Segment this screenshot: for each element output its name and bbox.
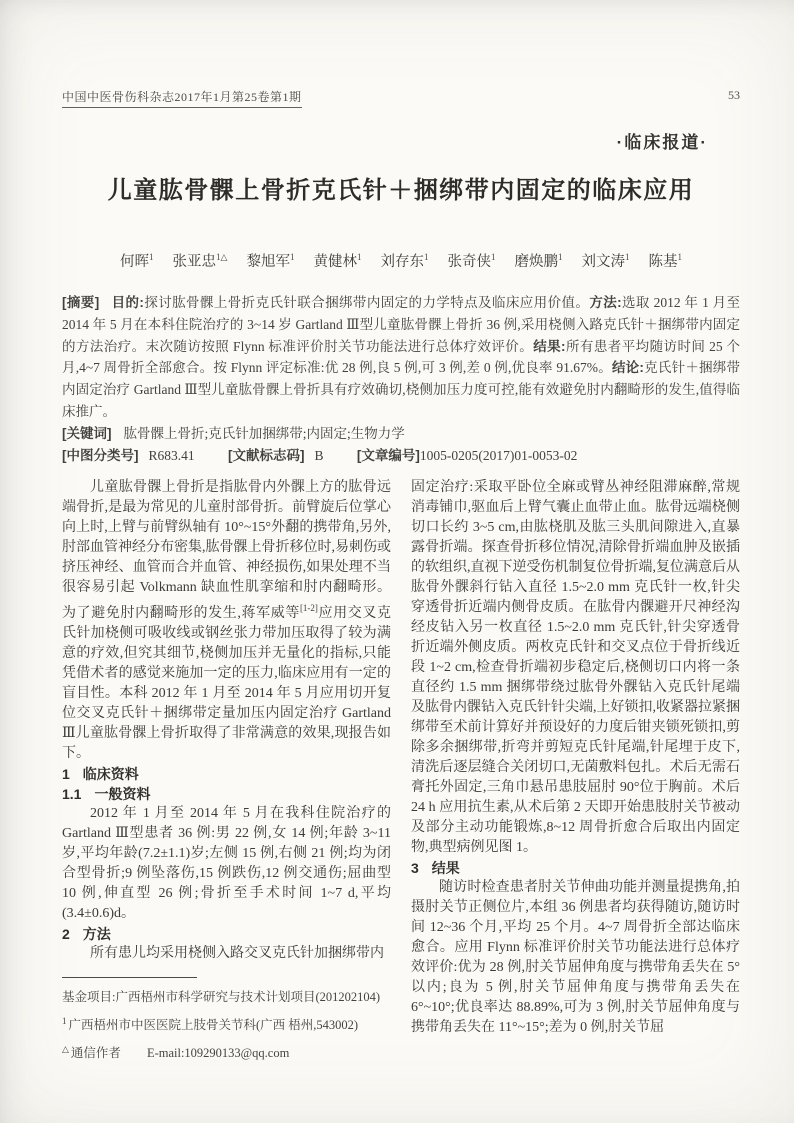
heading-number: 3 [411, 860, 419, 876]
clc-label: [中图分类号] [62, 447, 139, 463]
body-columns [62, 478, 740, 1065]
page-number: 53 [728, 88, 740, 102]
keywords-label: [关键词] [62, 425, 112, 441]
intro-paragraph: 儿童肱骨髁上骨折是指肱骨内外髁上方的肱骨远端骨折,是最为常见的儿童肘部骨折。前臂旋后位掌心向上时,上臂与前臂纵轴有 10°~15°外翻的携带角,另外,肘部血管神经分布密集,肱骨髁上骨折移位时,易刺伤或挤压神经、血管而合并血管、神经损伤,如果处理不当很容易引起 Volkmann 缺血性肌挛缩和肘内翻畸形。为了避免肘内翻畸形的发生,蒋军威等[1-2]应用交叉克氏针加桡侧可吸收线或钢丝张力带加压取得了较为满意的疗效,但究其细节,桡侧加压并无量化的指标,只能凭借术者的感觉来施加一定的压力,临床应用有一定的盲目性。本科 2012 年 1 月至 2014 年 5 月应用切开复位交叉克氏针＋捆绑带定量加压内固定治疗 Gartland Ⅲ儿童肱骨髁上骨折取得了非常满意的效果,现报告如下。 [62, 480, 392, 761]
heading-text: 一般资料 [94, 786, 151, 802]
methods-paragraph-start: 所有患儿均采用桡侧入路交叉克氏针加捆绑带内 [90, 946, 384, 961]
footnote-block [62, 977, 391, 1065]
abstract-label: [摘要] [62, 295, 100, 310]
correspondence-text: 通信作者 [70, 1046, 121, 1061]
heading-number: 1.1 [62, 786, 82, 802]
author-name: 黄健林$^1$ [313, 252, 362, 270]
page-header [62, 88, 740, 108]
heading-general-data [62, 784, 391, 804]
heading-number: 1 [62, 766, 70, 782]
author-name: 张亚忠$^{1\triangle}$ [172, 252, 228, 270]
article-id-value: 1005-0205(2017)01-0053-02 [419, 447, 578, 463]
methods-paragraph-continued: 固定治疗:采取平卧位全麻或臂丛神经阻滞麻醉,常规消毒铺巾,驱血后上臂气囊止血带止血。肱骨远端桡侧切口长约 3~5 cm,由肱桡肌及肱三头肌间隙进入,直暴露骨折端。探查骨折移位情况,清除骨折端血肿及嵌插的软组织,直视下逆受伤机制复位骨折端,复位满意后从肱骨外髁斜行钻入直径 1.5~2.0 mm 克氏针一枚,针尖穿透骨折近端内侧骨皮质。在肱骨内髁避开尺神经沟经皮钻入另一枚直径 1.5~2.0 mm 克氏针,针尖穿透骨折近端外侧皮质。两枚克氏针和交叉点位于骨折线近段 1~2 cm,检查骨折端初步稳定后,桡侧切口内将一条直径约 1.5 mm 捆绑带绕过肱骨外髁钻入克氏针尾端及肱骨内髁钻入克氏针针尖端,上好锁扣,收紧器拉紧捆绑带至术前计算好并预设好的力度后钳夹锁死锁扣,剪除多余捆绑带,折弯并剪短克氏针尾端,针尾埋于皮下,清洗后逐层缝合关闭切口,无菌敷料包扎。术后无需石膏托外固定,三角巾悬吊患肢屈肘 90°位于胸前。术后 24 h 应用抗生素,从术后第 2 天即开始患肢肘关节被动及部分主动功能锻炼,8~12 周骨折愈合后取出内固定物,典型病例见图 1。 [411, 480, 740, 855]
classification-line [62, 445, 740, 467]
abstract-block [62, 292, 740, 466]
author-name: 刘存东$^1$ [380, 252, 429, 270]
correspondence-note [62, 1037, 391, 1065]
heading-text: 临床资料 [82, 766, 139, 782]
author-name: 张奇侠$^1$ [447, 252, 496, 270]
right-column [411, 478, 740, 1065]
affiliation-text: 广西梧州市中医医院上肢骨关节科(广西 梧州,543002) [68, 1018, 359, 1033]
heading-methods [62, 924, 391, 944]
doc-code-label: [文献标志码] [228, 447, 305, 463]
correspondence-sup: △ [62, 1044, 69, 1055]
author-name: 黎旭军$^1$ [246, 252, 295, 270]
author-name: 陈基$^1$ [648, 252, 682, 270]
section-label: ·临床报道· [616, 133, 708, 152]
abstract-paragraph [62, 292, 740, 423]
author-list [62, 250, 740, 271]
article-title: 儿童肱骨髁上骨折克氏针＋捆绑带内固定的临床应用 [107, 178, 695, 204]
keywords-line [62, 423, 740, 445]
heading-number: 2 [62, 926, 70, 942]
journal-issue-line: 中国中医骨伤科杂志2017年1月第25卷第1期 [62, 88, 302, 108]
author-name: 何晖$^1$ [120, 252, 154, 270]
article-id-label: [文章编号] [356, 447, 420, 463]
affiliation-sup: 1 [62, 1016, 67, 1026]
results-paragraph: 随访时检查患者肘关节伸曲功能并测量提携角,拍摄肘关节正侧位片,本组 36 例患者均获得随访,随访时间 12~36 个月,平均 25 个月。4~7 周骨折全部达临床愈合。应用 Flynn 标准评价肘关节功能法进行总体疗效评价:优为 28 例,肘关节屈伸角度与携带角丢失在 5°以内;良为 5 例,肘关节屈伸角度与携带角丢失在 6°~10°;优良率达 88.89%,可为 3 例,肘关节屈伸角度与携带角丢失在 11°~15°;差为 0 例,肘关节屈 [411, 880, 740, 1035]
heading-text: 结果 [431, 860, 460, 876]
footnote-rule [62, 977, 197, 978]
correspondence-email: E-mail:109290133@qq.com [146, 1046, 290, 1061]
heading-clinical-data [62, 764, 391, 784]
author-name: 刘文涛$^1$ [581, 252, 630, 270]
left-column [62, 478, 391, 1065]
affiliation-note [62, 1009, 391, 1037]
doc-code-value: B [314, 447, 324, 463]
heading-text: 方法 [82, 926, 111, 942]
general-data-paragraph: 2012 年 1 月至 2014 年 5 月在我科住院治疗的 Gartland Ⅲ型患者 36 例:男 22 例,女 14 例;年龄 3~11 岁,平均年龄(7.2±1.1)岁;左侧 15 例,右侧 21 例;均为闭合型骨折;9 例坠落伤,15 例跌伤,12 例交通伤;屈曲型 10 例,伸直型 26 例;骨折至手术时间 1~7 d,平均(3.4±0.6)d。 [62, 806, 391, 921]
abstract-text: 目的:探讨肱骨髁上骨折克氏针联合捆绑带内固定的力学特点及临床应用价值。方法:选取 2012 年 1 月至 2014 年 5 月在本科住院治疗的 3~14 岁 Gartland Ⅲ型儿童肱骨髁上骨折 36 例,采用桡侧入路克氏针＋捆绑带内固定的方法治疗。末次随访按照 Flynn 标准评价肘关节功能法进行总体疗效评价。结果:所有患者平均随访时间 25 个月,4~7 周骨折全部愈合。按 Flynn 评定标准:优 28 例,良 5 例,可 3 例,差 0 例,优良率 91.67%。结论:克氏针＋捆绑带内固定治疗 Gartland Ⅲ型儿童肱骨髁上骨折具有疗效确切,桡侧加压力度可控,能有效避免肘内翻畸形的发生,值得临床推广。 [62, 295, 741, 419]
heading-results [411, 858, 740, 878]
keywords-text: 肱骨髁上骨折;克氏针加捆绑带;内固定;生物力学 [123, 425, 405, 441]
funding-note: 基金项目:广西梧州市科学研究与技术计划项目(201202104) [62, 990, 381, 1004]
clc-value: R683.41 [148, 447, 195, 463]
author-name: 磨焕鹏$^1$ [514, 252, 563, 270]
